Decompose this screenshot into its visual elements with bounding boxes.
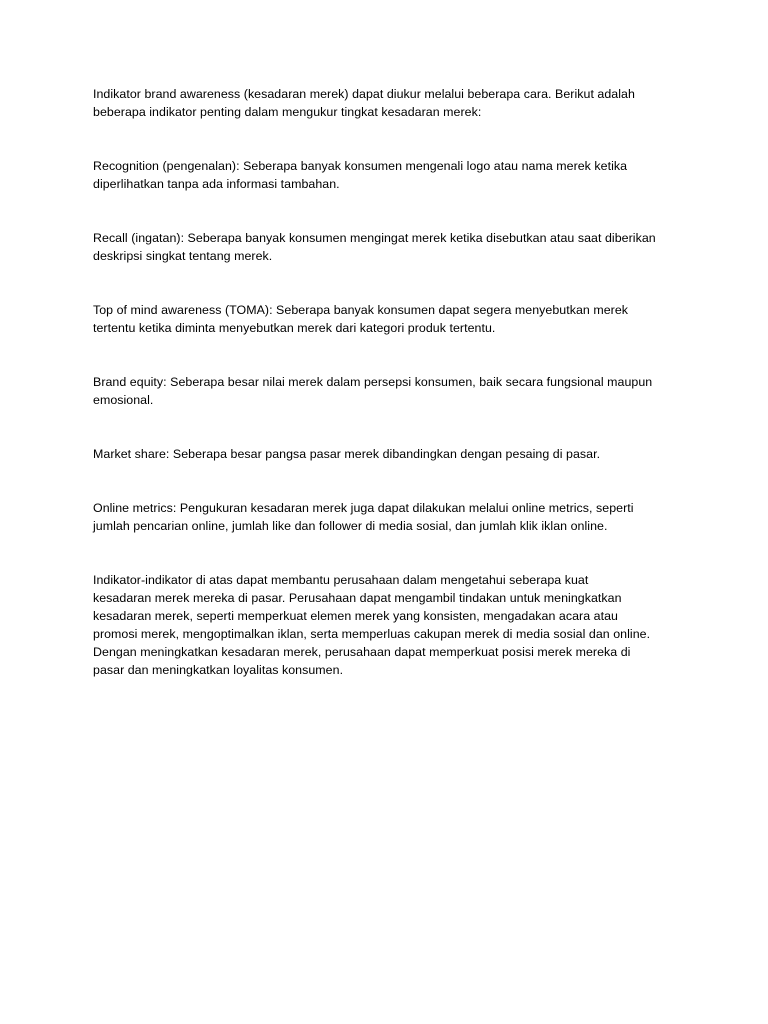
online-metrics-paragraph: Online metrics: Pengukuran kesadaran merek juga dapat dilakukan melalui online metrics, seperti jumlah pencarian online, jumlah like dan follower di media sosial, dan jumlah klik iklan online. <box>93 501 634 533</box>
intro-paragraph: Indikator brand awareness (kesadaran merek) dapat diukur melalui beberapa cara. Berikut adalah beberapa indikator penting dalam mengukur tingkat kesadaran merek: <box>93 87 635 119</box>
brand-equity-paragraph: Brand equity: Seberapa besar nilai merek dalam persepsi konsumen, baik secara fungsional maupun emosional. <box>93 375 653 407</box>
conclusion-paragraph: Indikator-indikator di atas dapat membantu perusahaan dalam mengetahui seberapa kuat kesadaran merek mereka di pasar. Perusahaan dapat mengambil tindakan untuk meningkatkan kesadaran merek, seperti memperkuat elemen merek yang konsisten, mengadakan acara atau promosi merek, mengoptimalkan iklan, serta memperluas cakupan merek di media sosial dan online. Dengan meningkatkan kesadaran merek, perusahaan dapat memperkuat posisi merek mereka di pasar dan meningkatkan loyalitas konsumen. <box>93 573 651 677</box>
toma-paragraph: Top of mind awareness (TOMA): Seberapa banyak konsumen dapat segera menyebutkan merek tertentu ketika diminta menyebutkan merek dari kategori produk tertentu. <box>93 303 629 335</box>
recall-paragraph: Recall (ingatan): Seberapa banyak konsumen mengingat merek ketika disebutkan atau saat diberikan deskripsi singkat tentang merek. <box>93 231 656 263</box>
market-share-paragraph: Market share: Seberapa besar pangsa pasar merek dibandingkan dengan pesaing di pasar. <box>93 447 601 461</box>
recognition-paragraph: Recognition (pengenalan): Seberapa banyak konsumen mengenali logo atau nama merek ketika diperlihatkan tanpa ada informasi tambahan. <box>93 159 628 191</box>
document-body <box>93 85 693 679</box>
